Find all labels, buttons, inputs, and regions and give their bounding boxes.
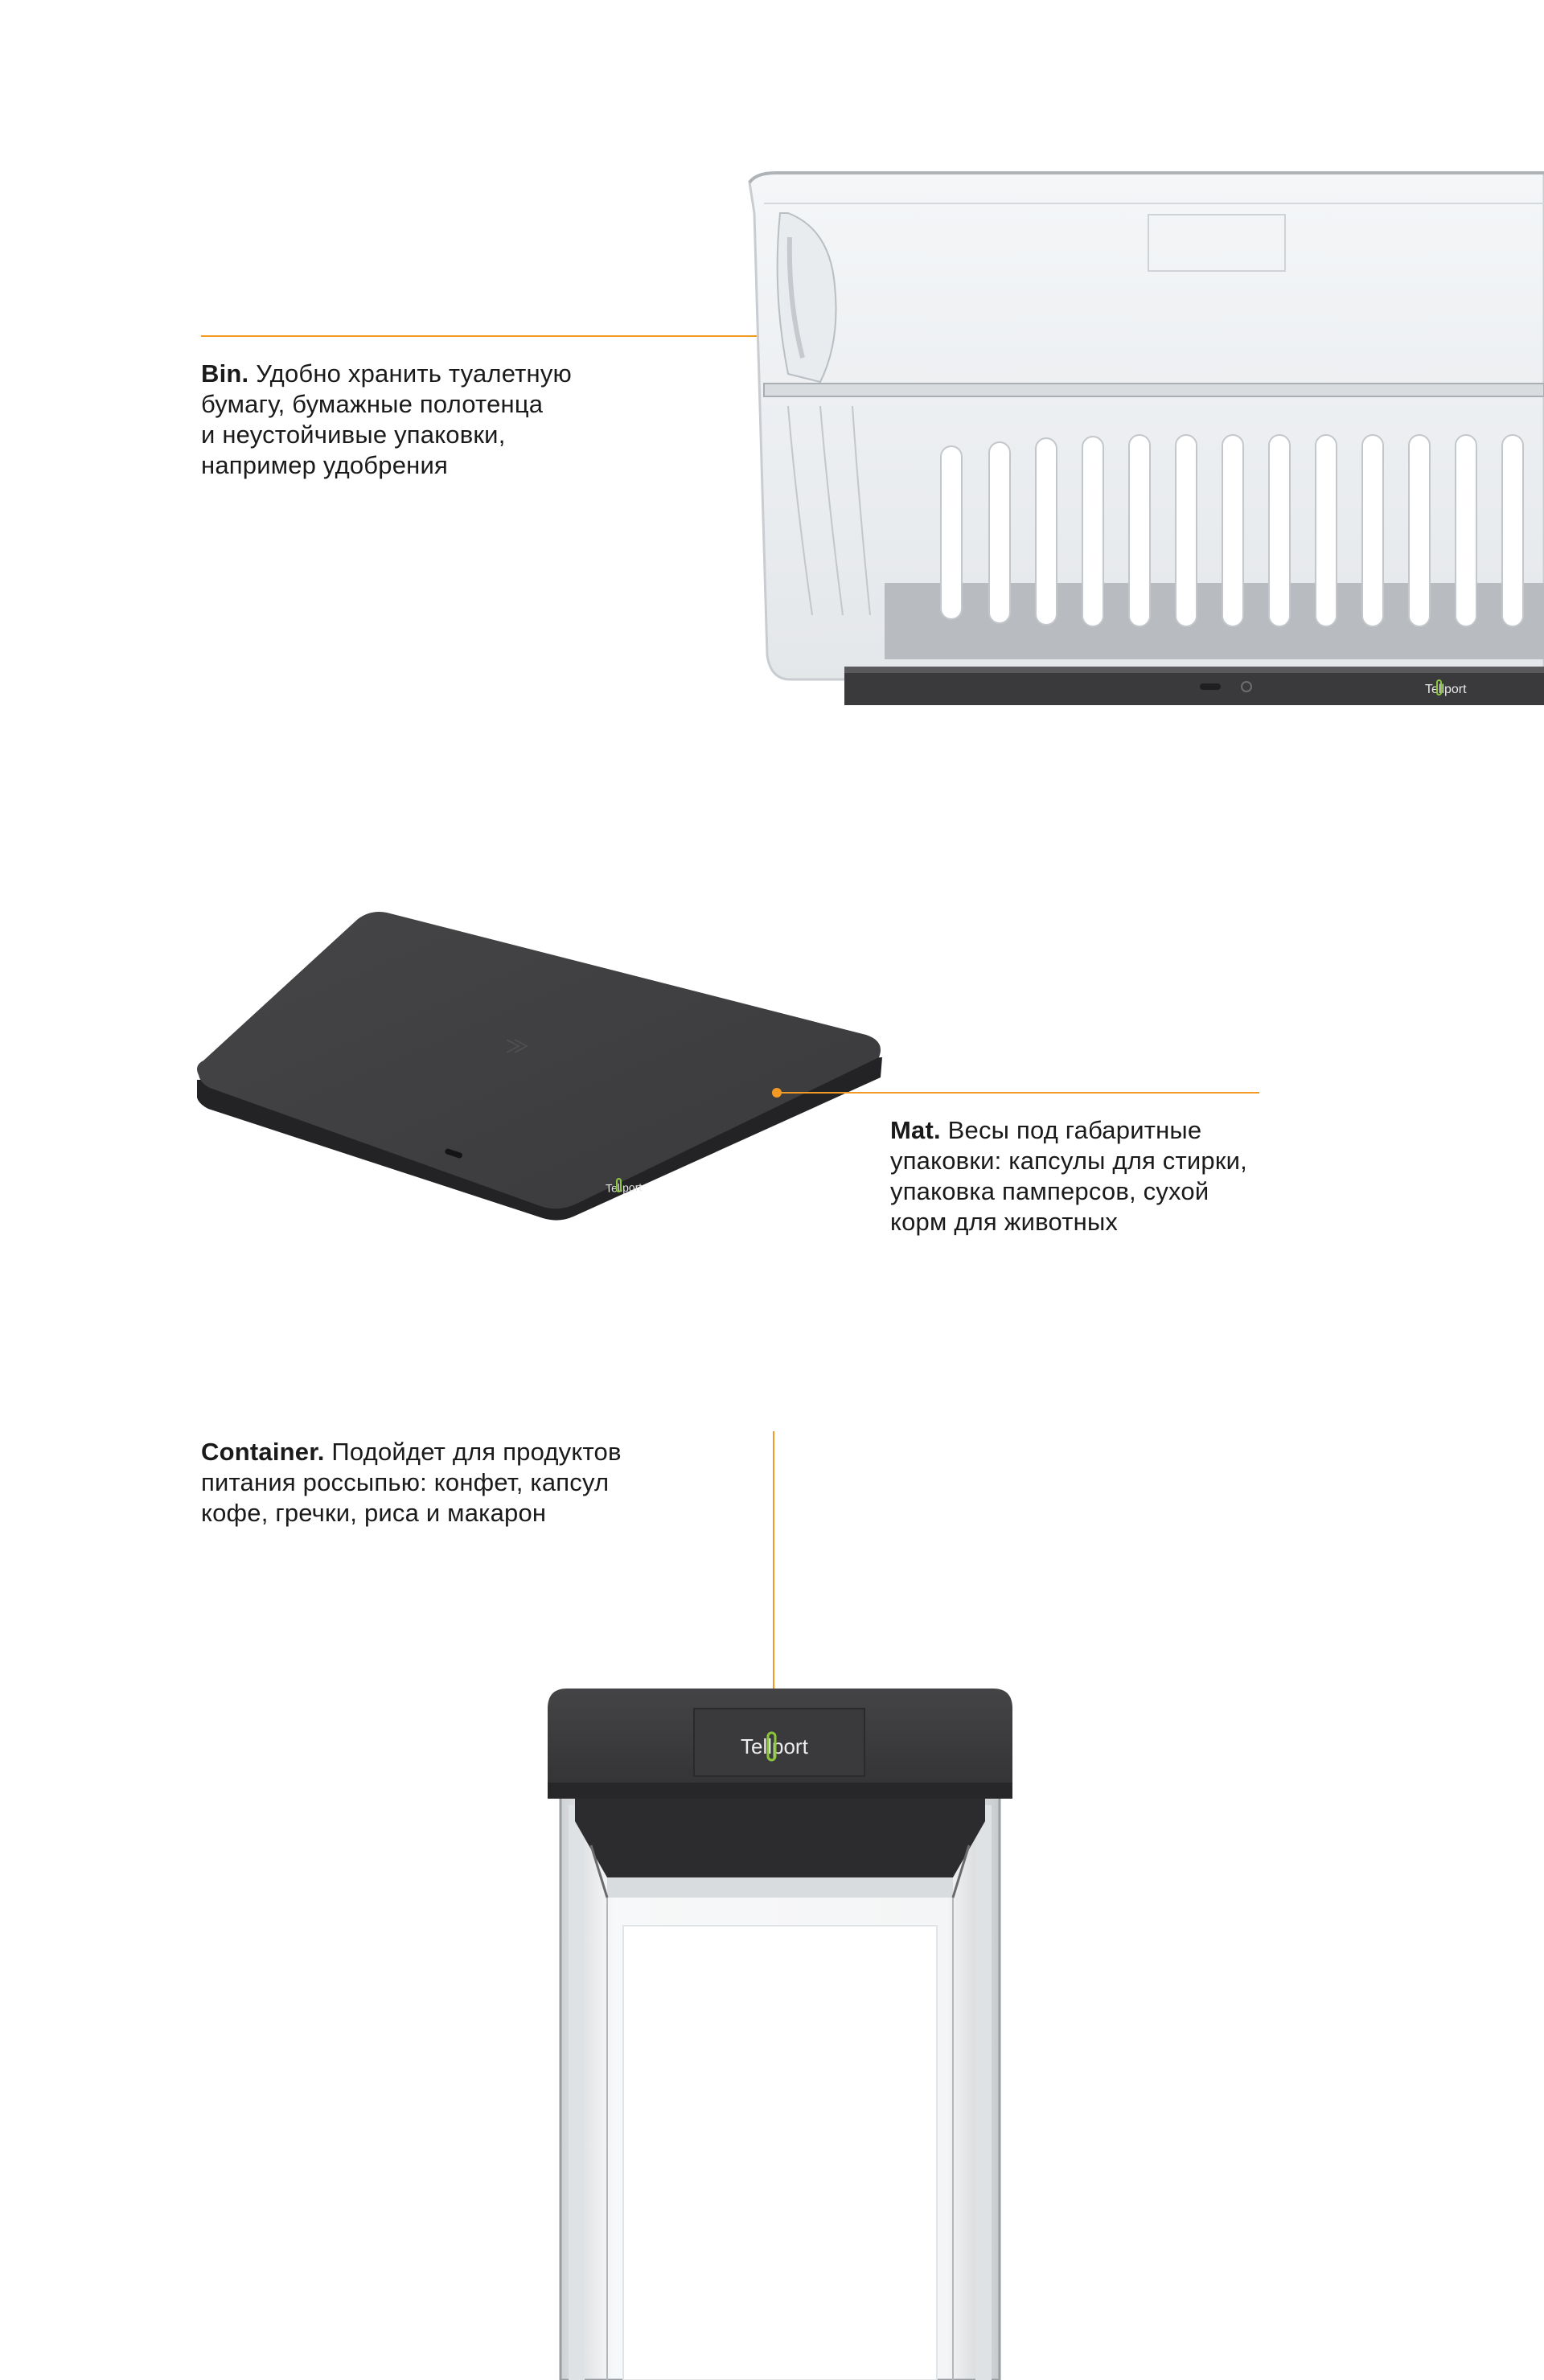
- mat-caption-line-4: корм для животных: [890, 1208, 1119, 1236]
- bin-image: [740, 165, 1544, 712]
- container-image: [543, 1684, 1017, 2380]
- bin-caption: [201, 359, 716, 481]
- container-caption-lead: Container.: [201, 1438, 325, 1466]
- container-leader-line: [773, 1431, 774, 1697]
- mat-caption-line-3: упаковка памперсов, сухой: [890, 1177, 1209, 1205]
- container-logo-text: Tellport: [741, 1734, 808, 1758]
- bin-caption-lead: Bin.: [201, 359, 249, 388]
- bin-caption-line-2: бумагу, бумажные полотенца: [201, 390, 544, 418]
- container-caption: [201, 1437, 748, 1529]
- mat-image: [189, 905, 897, 1226]
- bin-caption-line-1: Удобно хранить туалетную: [256, 359, 573, 388]
- bin-logo-text: Tellport: [1425, 683, 1467, 696]
- bin-caption-line-3: и неустойчивые упаковки,: [201, 421, 506, 449]
- mat-caption-lead: Mat.: [890, 1116, 941, 1144]
- container-caption-line-2: питания россыпью: конфет, капсул: [201, 1468, 610, 1496]
- container-caption-line-3: кофе, гречки, риса и макарон: [201, 1499, 547, 1527]
- mat-caption: [890, 1115, 1341, 1237]
- mat-caption-line-1: Весы под габаритные: [947, 1116, 1202, 1144]
- mat-leader-line: [777, 1092, 1259, 1094]
- mat-logo-text: Tellport: [605, 1180, 643, 1195]
- bin-caption-line-4: например удобрения: [201, 451, 448, 479]
- mat-caption-line-2: упаковки: капсулы для стирки,: [890, 1147, 1247, 1175]
- container-caption-line-1: Подойдет для продуктов: [331, 1438, 622, 1466]
